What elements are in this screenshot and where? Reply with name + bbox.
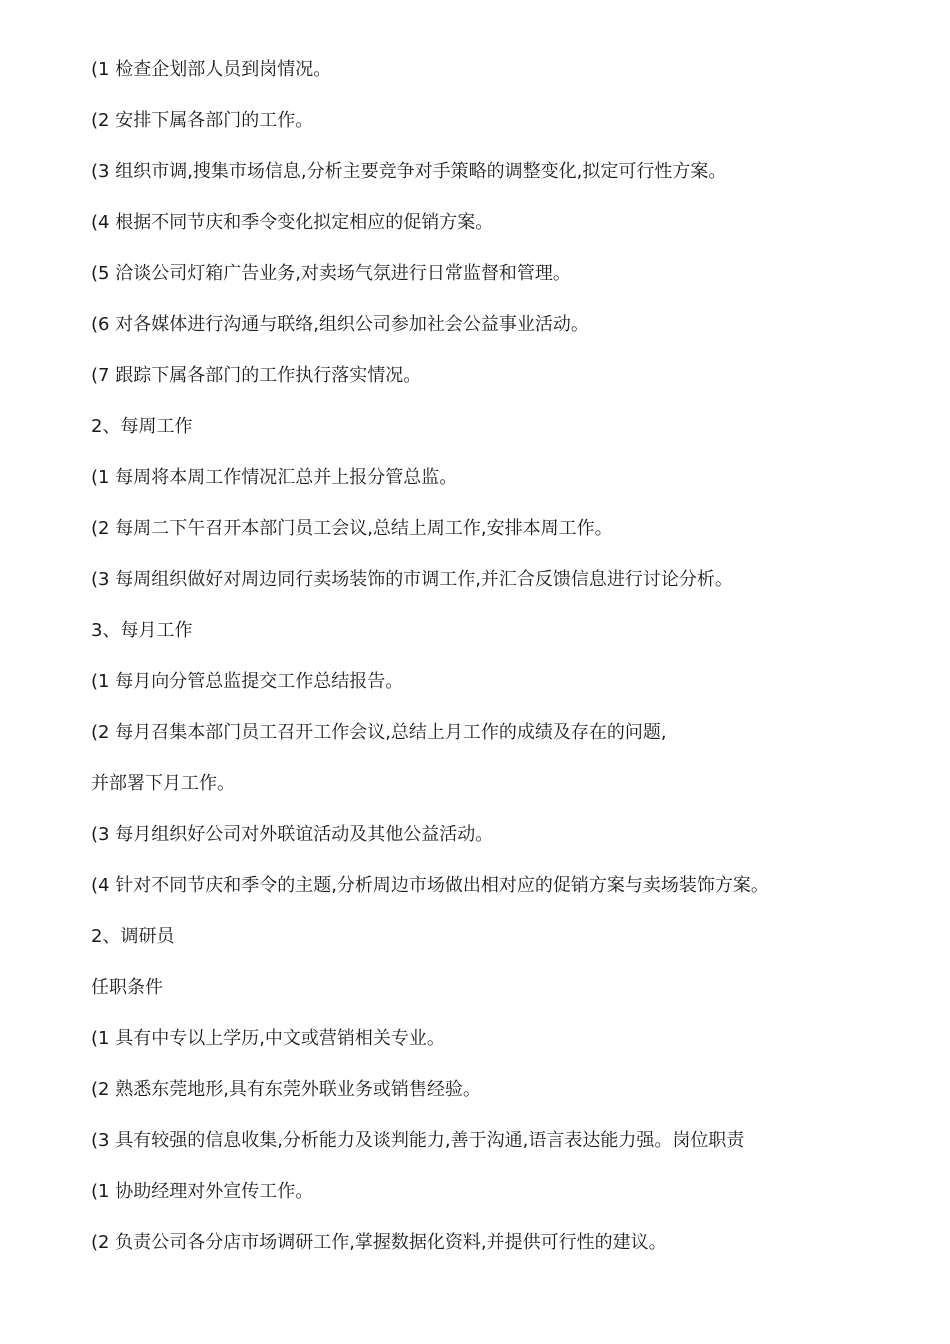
- paragraph-line: (3 组织市调,搜集市场信息,分析主要竞争对手策略的调整变化,拟定可行性方案。: [91, 161, 727, 182]
- paragraph-line: (3 具有较强的信息收集,分析能力及谈判能力,善于沟通,语言表达能力强。岗位职责: [91, 1130, 745, 1151]
- subsection-heading: 任职条件: [91, 977, 163, 998]
- paragraph-line: (4 根据不同节庆和季令变化拟定相应的促销方案。: [91, 212, 494, 233]
- paragraph-line: (1 每月向分管总监提交工作总结报告。: [91, 671, 404, 692]
- paragraph-line: (3 每周组织做好对周边同行卖场装饰的市调工作,并汇合反馈信息进行讨论分析。: [91, 569, 733, 590]
- paragraph-line: (3 每月组织好公司对外联谊活动及其他公益活动。: [91, 824, 494, 845]
- paragraph-line: (1 协助经理对外宣传工作。: [91, 1181, 314, 1202]
- paragraph-line: (1 每周将本周工作情况汇总并上报分管总监。: [91, 467, 458, 488]
- paragraph-line: (4 针对不同节庆和季令的主题,分析周边市场做出相对应的促销方案与卖场装饰方案。: [91, 875, 769, 896]
- paragraph-line: (2 负责公司各分店市场调研工作,掌握数据化资料,并提供可行性的建议。: [91, 1232, 667, 1253]
- paragraph-line: (2 熟悉东莞地形,具有东莞外联业务或销售经验。: [91, 1079, 481, 1100]
- paragraph-line: (2 每月召集本部门员工召开工作会议,总结上月工作的成绩及存在的问题,: [91, 722, 667, 743]
- paragraph-line: (1 具有中专以上学历,中文或营销相关专业。: [91, 1028, 445, 1049]
- paragraph-line: (2 安排下属各部门的工作。: [91, 110, 314, 131]
- paragraph-line: (7 跟踪下属各部门的工作执行落实情况。: [91, 365, 422, 386]
- section-heading: 2、调研员: [91, 926, 175, 947]
- section-heading: 3、每月工作: [91, 620, 193, 641]
- paragraph-line: 并部署下月工作。: [91, 773, 235, 794]
- section-heading: 2、每周工作: [91, 416, 193, 437]
- paragraph-line: (5 洽谈公司灯箱广告业务,对卖场气氛进行日常监督和管理。: [91, 263, 571, 284]
- paragraph-line: (2 每周二下午召开本部门员工会议,总结上周工作,安排本周工作。: [91, 518, 613, 539]
- paragraph-line: (1 检查企划部人员到岗情况。: [91, 59, 332, 80]
- paragraph-line: (6 对各媒体进行沟通与联络,组织公司参加社会公益事业活动。: [91, 314, 589, 335]
